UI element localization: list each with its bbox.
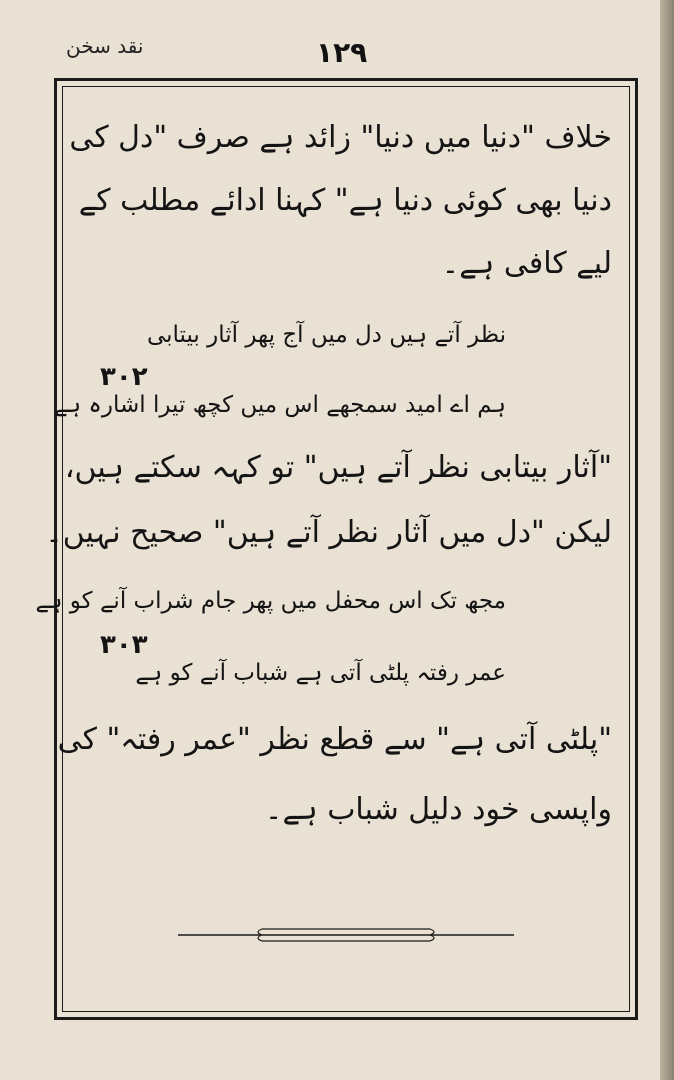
paragraph-1-line-3: لیے کافی ہے۔: [441, 246, 612, 281]
verse-302-line-2: ہم اے امید سمجھے اس میں کچھ تیرا اشارہ ہے: [54, 392, 506, 418]
verse-303-line-1: مجھ تک اس محفل میں پھر جام شراب آنے کو ہے: [35, 588, 506, 614]
paragraph-1-line-1: خلاف "دنیا میں دنیا" زائد ہے صرف "دل کی: [69, 120, 612, 155]
page-gutter: [660, 0, 674, 1080]
verse-302-number: ۳۰۲: [100, 362, 148, 392]
paragraph-1-line-2: دنیا بھی کوئی دنیا ہے" کہنا ادائے مطلب کے: [78, 183, 612, 218]
ornamental-divider: [178, 918, 514, 952]
paragraph-3-line-1: "پلٹی آتی ہے" سے قطع نظر "عمر رفتہ" کی: [57, 722, 612, 757]
paragraph-2-line-2: لیکن "دل میں آثار نظر آتے ہیں" صحیح نہیں۔: [45, 515, 612, 550]
running-title: نقد سخن: [66, 34, 144, 58]
paragraph-2-line-1: "آثار بیتابی نظر آتے ہیں" تو کہہ سکتے ہیں،: [64, 450, 612, 485]
verse-302-line-1: نظر آتے ہیں دل میں آج پھر آثار بیتابی: [146, 322, 506, 348]
verse-303-line-2: عمر رفتہ پلٹی آتی ہے شباب آنے کو ہے: [135, 660, 506, 686]
verse-303-number: ۳۰۳: [100, 630, 148, 660]
paragraph-3-line-2: واپسی خود دلیل شباب ہے۔: [264, 792, 612, 827]
page-number: ۱۲۹: [316, 36, 368, 69]
